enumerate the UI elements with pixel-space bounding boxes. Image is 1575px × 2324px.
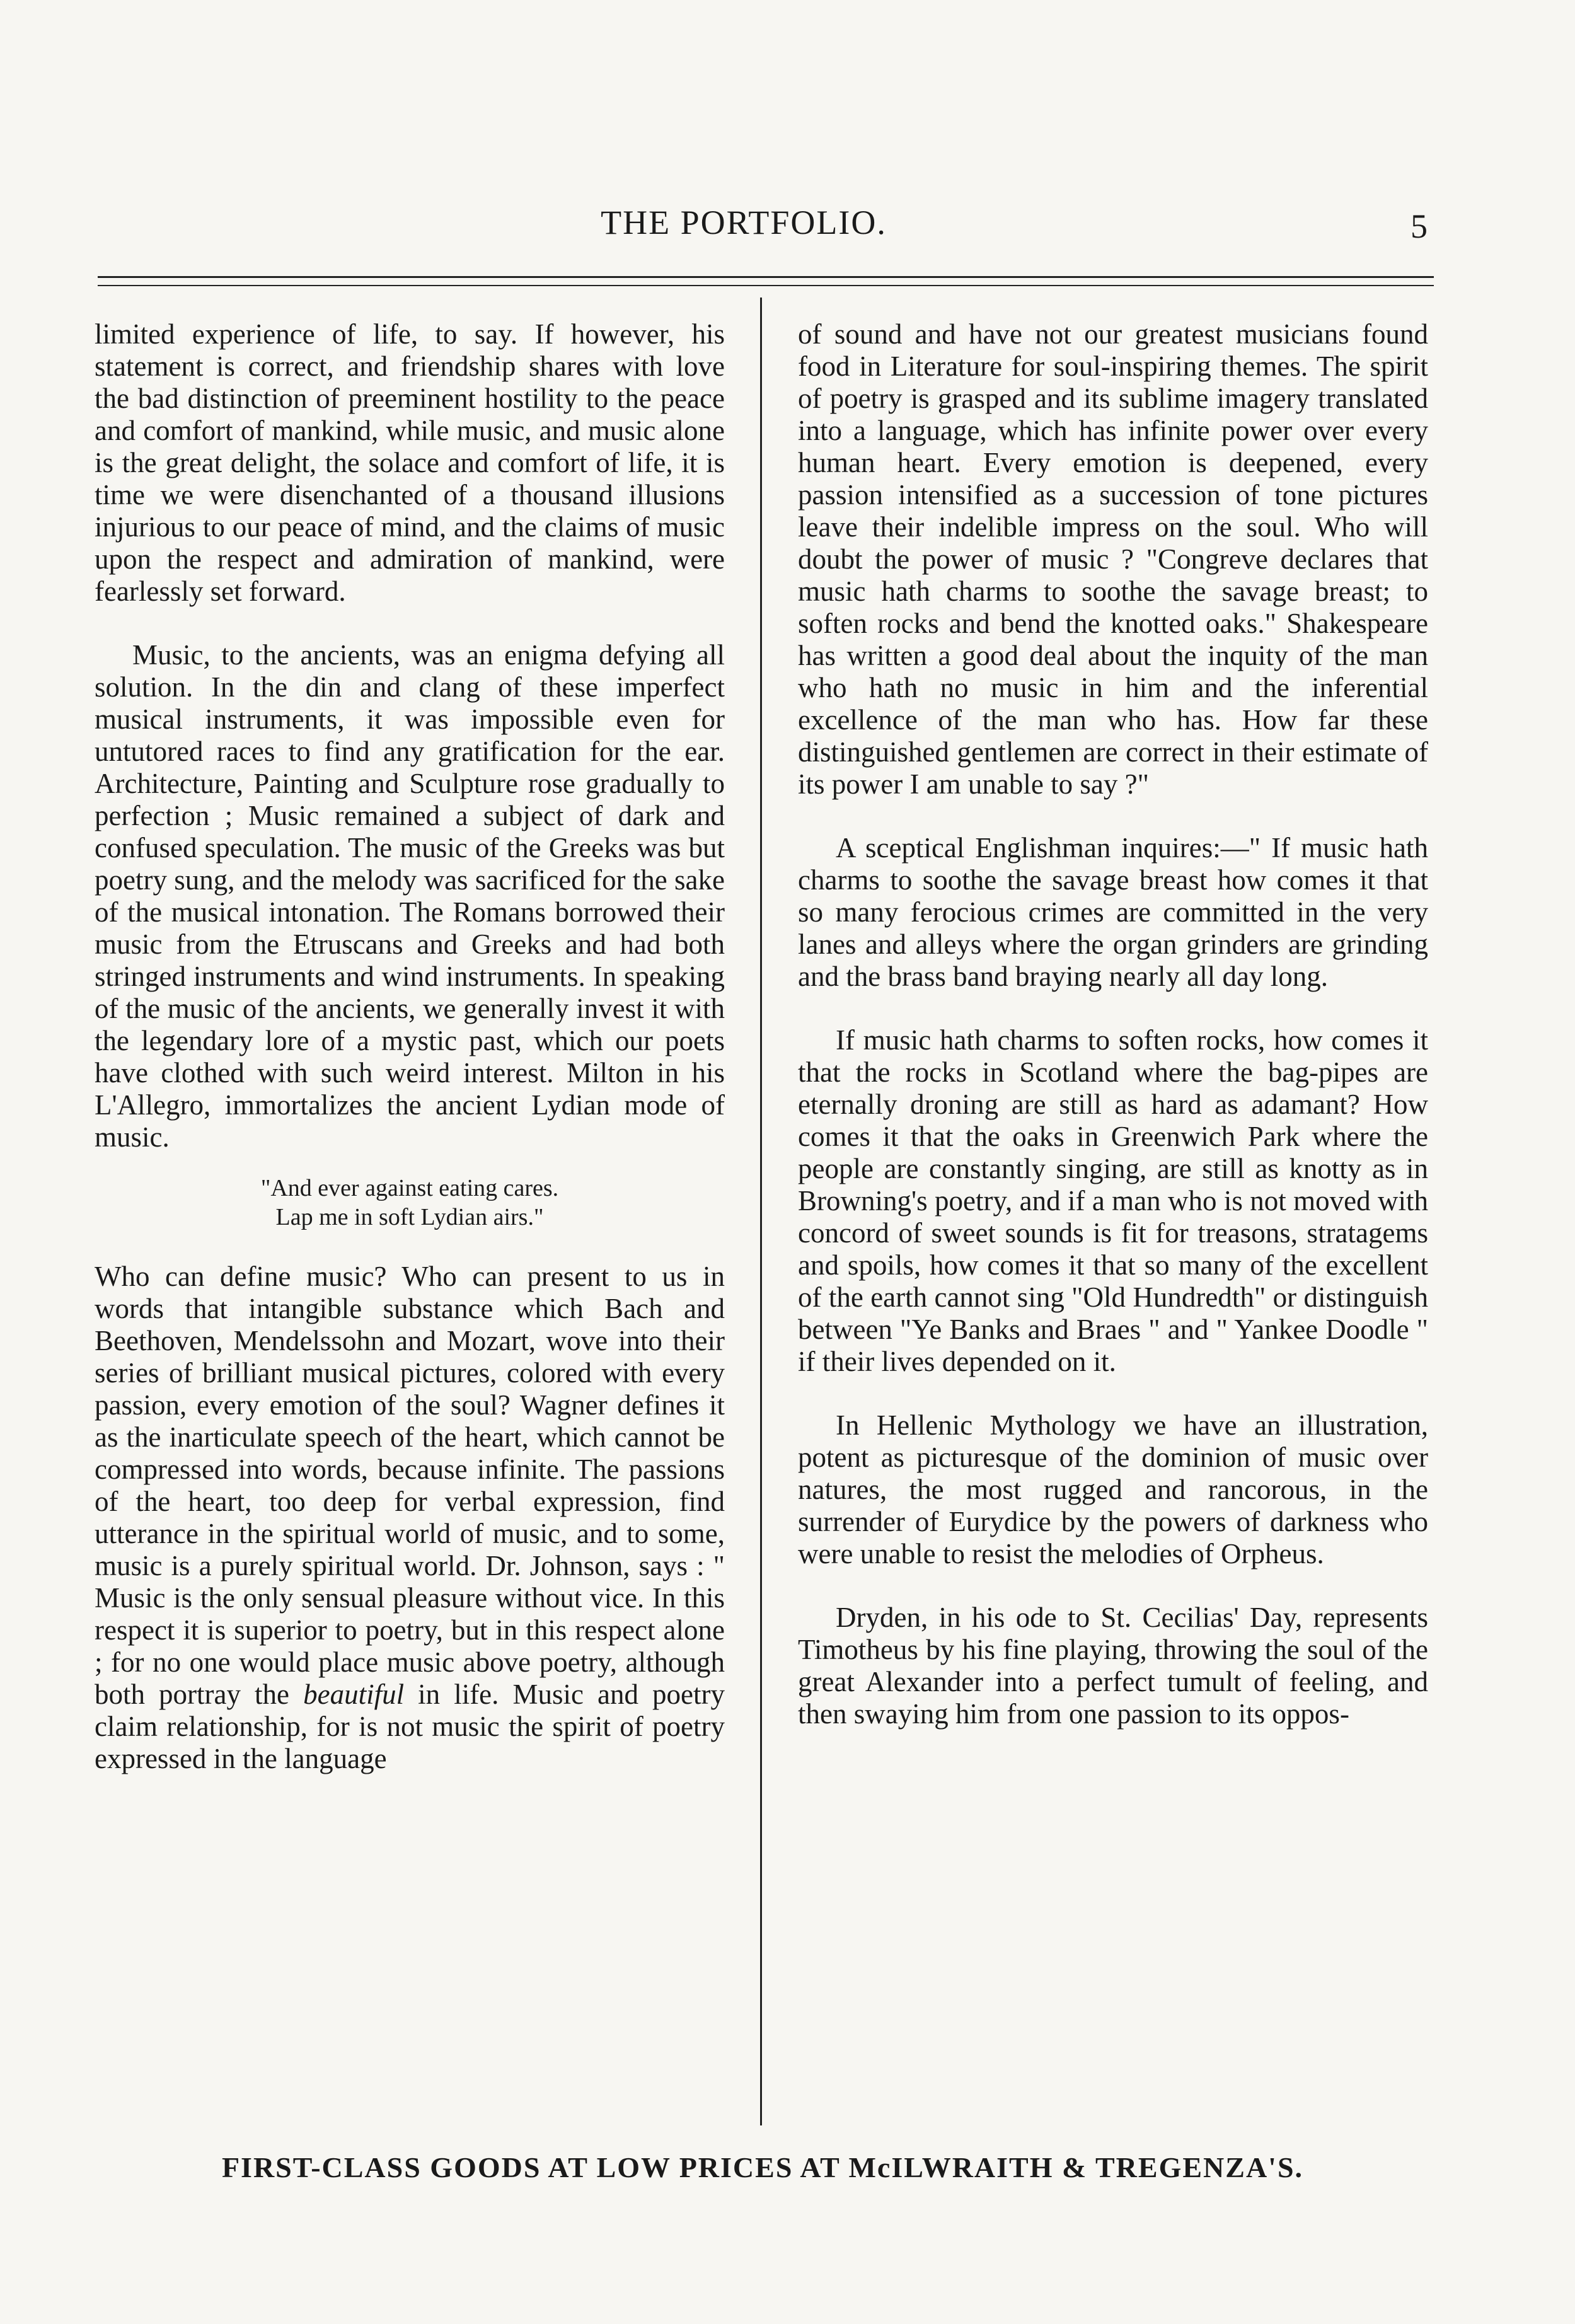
right-paragraph-4: In Hellenic Mythology we have an illustration, potent as picturesque of the dominion of music over natures, the most rugged and rancorous, in the surrender of Eurydice by the powers of darkness who were unable to resist the melodies of Orpheus.: [798, 1409, 1428, 1570]
left-paragraph-3-start: Who can define music? Who can present to us in words that intangible substance which Bach and Beethoven, Mendelssohn and Mozart, wove into their series of brilliant musical pictures, colored with every passion, every emotion of the soul? Wagner defines it as the inarticulate speech of the heart, which cannot be compressed into words, because infinite. The passions of the heart, too deep for verbal expression, find utterance in the spiritual world of music, and to some, music is a purely spiritual world. Dr. Johnson, says : " Music is the only sensual pleasure without vice. In this respect it is superior to poetry, but in this respect alone ; for no one would place music above poetry, although both portray the: [95, 1261, 725, 1710]
quote-line-2: Lap me in soft Lydian airs.": [275, 1204, 544, 1230]
left-paragraph-1: limited experience of life, to say. If however, his statement is correct, and friendship shares with love the bad distinction of preeminent hostility to the peace and comfort of mankind, while music, and music alone is the great delight, the solace and comfort of life, it is time we were disenchanted of a thousand illusions injurious to our peace of mind, and the claims of music upon the respect and admiration of mankind, were fearlessly set forward.: [95, 318, 725, 607]
left-column: [95, 318, 725, 1775]
quote-line-1: "And ever against eating cares.: [260, 1175, 559, 1201]
header-rule-top: [98, 276, 1434, 278]
header-rule-bottom: [98, 285, 1434, 286]
column-divider: [760, 298, 762, 2125]
emphasized-word: beautiful: [303, 1679, 405, 1710]
right-paragraph-2: A sceptical Englishman inquires:—" If music hath charms to soothe the savage breast how comes it that so many ferocious crimes are committed in the very lanes and alleys where the organ grinders are grinding and the brass band braying nearly all day long.: [798, 832, 1428, 992]
footer-advertisement: FIRST-CLASS GOODS AT LOW PRICES AT McILWRAITH & TREGENZA'S.: [221, 2151, 1304, 2183]
right-paragraph-1: of sound and have not our greatest musicians found food in Literature for soul-inspiring themes. The spirit of poetry is grasped and its sublime imagery translated into a language, which has infinite power over every human heart. Every emotion is deepened, every passion intensified as a succession of tone pictures leave their indelible impress on the soul. Who will doubt the power of music ? "Congreve declares that music hath charms to soothe the savage breast; to soften rocks and bend the knotted oaks." Shakespeare has written a good deal about the inquity of the man who hath no music in him and the inferential excellence of the man who has. How far these distinguished gentlemen are correct in their estimate of its power I am unable to say ?": [798, 318, 1428, 800]
left-paragraph-3: [95, 1261, 725, 1775]
right-paragraph-3: If music hath charms to soften rocks, how comes it that the rocks in Scotland where the bag-pipes are eternally droning are still as hard as adamant? How comes it that the oaks in Greenwich Park where the people are constantly singing, are still as knotty as in Browning's poetry, and if a man who is not moved with concord of sweet sounds is fit for treasons, stratagems and spoils, how comes it that so many of the excellent of the earth cannot sing "Old Hundredth" or distinguish between "Ye Banks and Braes " and " Yankee Doodle " if their lives depended on it.: [798, 1024, 1428, 1377]
left-paragraph-2: Music, to the ancients, was an enigma defying all solution. In the din and clang of these imperfect musical instruments, it was impossible even for untutored races to find any gratification for the ear. Architecture, Painting and Sculpture rose gradually to perfection ; Music remained a subject of dark and confused speculation. The music of the Greeks was but poetry sung, and the melody was sacrificed for the sake of the musical intonation. The Romans borrowed their music from the Etruscans and Greeks and had both stringed instruments and wind instruments. In speaking of the music of the ancients, we generally invest it with the legendary lore of a mystic past, which our poets have clothed with such weird interest. Milton in his L'Allegro, immortalizes the ancient Lydian mode of music.: [95, 639, 725, 1153]
running-header-title: THE PORTFOLIO.: [601, 204, 887, 241]
page-number: 5: [1411, 207, 1428, 245]
right-column: [798, 318, 1428, 1730]
left-paragraph-3-end: in life. Music and poetry claim relationship, for is not music the spirit of poetry expressed in the language: [95, 1679, 725, 1774]
milton-quote: [95, 1174, 725, 1232]
right-paragraph-5: Dryden, in his ode to St. Cecilias' Day, represents Timotheus by his fine playing, throwing the soul of the great Alexander into a perfect tumult of feeling, and then swaying him from one passion to its oppos-: [798, 1602, 1428, 1730]
